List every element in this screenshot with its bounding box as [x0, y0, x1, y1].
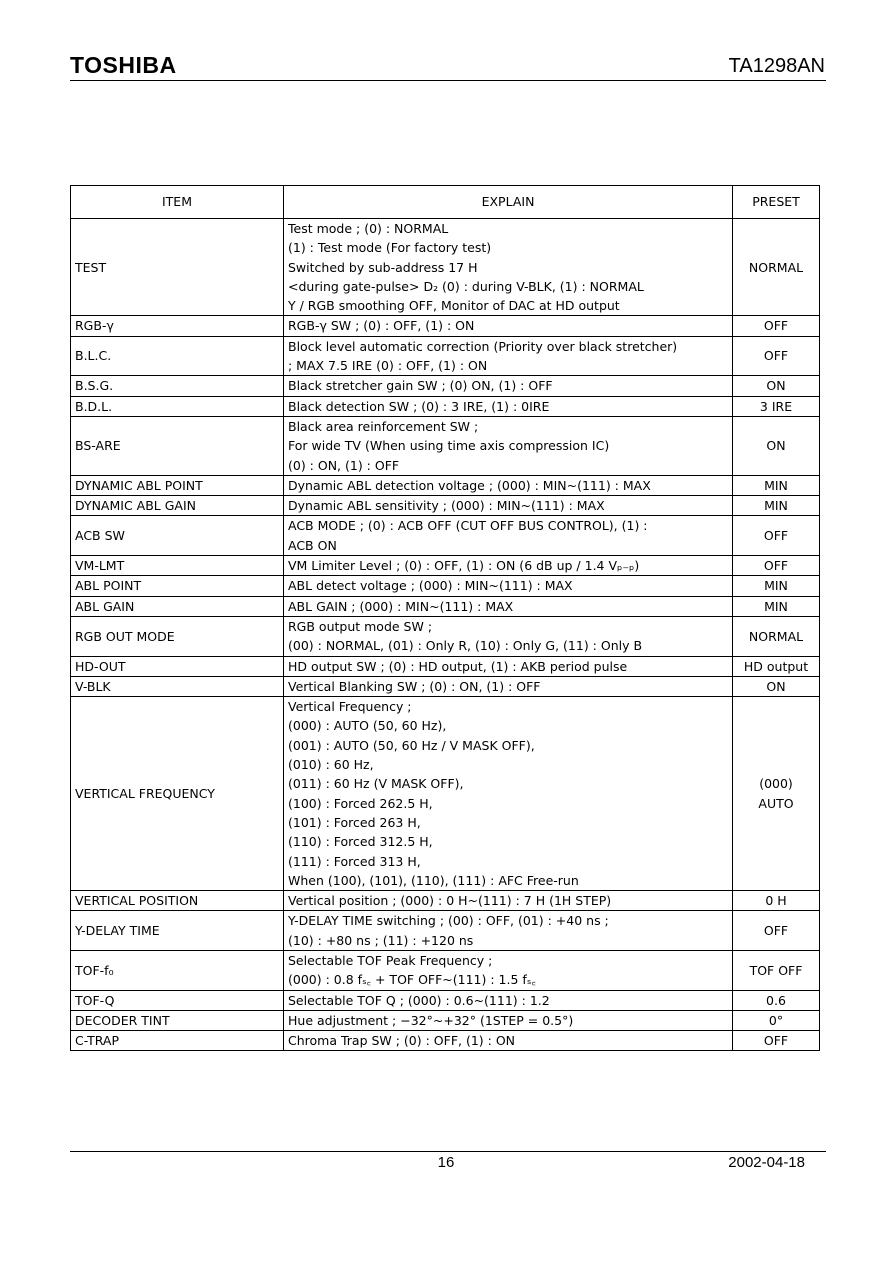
preset-cell: MIN — [733, 576, 820, 596]
item-cell: B.S.G. — [71, 376, 284, 396]
explain-cell — [284, 336, 733, 376]
item-cell: ABL GAIN — [71, 596, 284, 616]
item-cell: RGB-γ — [71, 316, 284, 336]
item-cell: B.D.L. — [71, 396, 284, 416]
preset-cell: ON — [733, 676, 820, 696]
explain-line: (0) : ON, (1) : OFF — [288, 457, 400, 473]
preset-cell: 0° — [733, 1010, 820, 1030]
header-explain: EXPLAIN — [284, 186, 733, 219]
explain-line: (010) : 60 Hz, — [288, 757, 374, 773]
item-cell: TOF-Q — [71, 990, 284, 1010]
preset-cell: MIN — [733, 596, 820, 616]
explain-cell — [284, 416, 733, 475]
preset-cell: MIN — [733, 475, 820, 495]
table-row — [71, 911, 820, 951]
table-row — [71, 416, 820, 475]
table-row — [71, 219, 820, 316]
table-row — [71, 576, 820, 596]
explain-cell — [284, 656, 733, 676]
item-cell: Y-DELAY TIME — [71, 911, 284, 951]
explain-line: Block level automatic correction (Priority over black stretcher) — [288, 338, 678, 354]
preset-cell: HD output — [733, 656, 820, 676]
explain-line: Vertical Frequency ; — [288, 699, 412, 715]
explain-line: (011) : 60 Hz (V MASK OFF), — [288, 776, 464, 792]
explain-line: (000) : AUTO (50, 60 Hz), — [288, 718, 447, 734]
explain-line: ABL GAIN ; (000) : MIN~(111) : MAX — [288, 598, 514, 614]
explain-line: VM Limiter Level ; (0) : OFF, (1) : ON (6 dB up / 1.4 Vₚ₋ₚ) — [288, 558, 640, 574]
explain-line: (101) : Forced 263 H, — [288, 814, 421, 830]
explain-line: HD output SW ; (0) : HD output, (1) : AKB period pulse — [288, 658, 628, 674]
explain-line: RGB output mode SW ; — [288, 618, 433, 634]
item-cell: RGB OUT MODE — [71, 616, 284, 656]
preset-cell: ON — [733, 416, 820, 475]
preset-cell: NORMAL — [733, 616, 820, 656]
explain-cell — [284, 556, 733, 576]
explain-line: Black detection SW ; (0) : 3 IRE, (1) : 0IRE — [288, 398, 550, 414]
explain-line: Vertical Blanking SW ; (0) : ON, (1) : OFF — [288, 678, 541, 694]
table-row — [71, 891, 820, 911]
table-row — [71, 1031, 820, 1051]
item-cell: ACB SW — [71, 516, 284, 556]
explain-cell — [284, 891, 733, 911]
explain-cell — [284, 911, 733, 951]
explain-line: Dynamic ABL sensitivity ; (000) : MIN~(111) : MAX — [288, 498, 605, 514]
explain-cell — [284, 950, 733, 990]
table-row — [71, 336, 820, 376]
preset-cell: OFF — [733, 516, 820, 556]
explain-line: Black area reinforcement SW ; — [288, 418, 479, 434]
preset-cell: OFF — [733, 556, 820, 576]
item-cell: V-BLK — [71, 676, 284, 696]
explain-cell — [284, 516, 733, 556]
explain-line: Vertical position ; (000) : 0 H~(111) : 7 H (1H STEP) — [288, 893, 612, 909]
explain-line: (1) : Test mode (For factory test) — [288, 240, 492, 256]
table-row — [71, 396, 820, 416]
preset-cell: TOF OFF — [733, 950, 820, 990]
header-preset: PRESET — [733, 186, 820, 219]
explain-line: Y-DELAY TIME switching ; (00) : OFF, (01) : +40 ns ; — [288, 913, 609, 929]
explain-line: (10) : +80 ns ; (11) : +120 ns — [288, 932, 474, 948]
page-number: 16 — [437, 1154, 455, 1171]
table-body — [71, 219, 820, 1051]
explain-line: Test mode ; (0) : NORMAL — [288, 221, 449, 236]
table-row — [71, 616, 820, 656]
register-table — [70, 185, 820, 1051]
explain-line: (000) : 0.8 fₛ꜀ + TOF OFF~(111) : 1.5 fₛ꜀ — [288, 972, 536, 988]
table-row — [71, 697, 820, 891]
explain-line: Dynamic ABL detection voltage ; (000) : MIN~(111) : MAX — [288, 477, 651, 493]
header-item: ITEM — [71, 186, 284, 219]
explain-line: Hue adjustment ; −32°~+32° (1STEP = 0.5°) — [288, 1012, 574, 1028]
preset-cell: OFF — [733, 1031, 820, 1051]
item-cell: B.L.C. — [71, 336, 284, 376]
preset-cell: OFF — [733, 336, 820, 376]
explain-cell — [284, 616, 733, 656]
footer-rule — [70, 1151, 826, 1152]
explain-cell — [284, 496, 733, 516]
explain-cell — [284, 1010, 733, 1030]
table-row — [71, 475, 820, 495]
preset-cell: 0.6 — [733, 990, 820, 1010]
table-row — [71, 316, 820, 336]
preset-cell: NORMAL — [733, 219, 820, 316]
table-row — [71, 950, 820, 990]
explain-cell — [284, 396, 733, 416]
explain-cell — [284, 676, 733, 696]
explain-cell — [284, 990, 733, 1010]
part-number: TA1298AN — [728, 55, 825, 77]
explain-line: Switched by sub-address 17 H — [288, 259, 478, 275]
table-row — [71, 656, 820, 676]
table-header-row — [71, 186, 820, 219]
explain-line: ; MAX 7.5 IRE (0) : OFF, (1) : ON — [288, 358, 488, 374]
item-cell: VERTICAL POSITION — [71, 891, 284, 911]
explain-line: Chroma Trap SW ; (0) : OFF, (1) : ON — [288, 1033, 516, 1049]
explain-line: ABL detect voltage ; (000) : MIN~(111) : MAX — [288, 578, 573, 594]
explain-line: (111) : Forced 313 H, — [288, 853, 421, 869]
explain-line: (110) : Forced 312.5 H, — [288, 834, 433, 850]
item-cell: DECODER TINT — [71, 1010, 284, 1030]
explain-cell — [284, 697, 733, 891]
explain-cell — [284, 576, 733, 596]
preset-cell: OFF — [733, 316, 820, 336]
explain-line: For wide TV (When using time axis compression IC) — [288, 438, 610, 454]
item-cell: VERTICAL FREQUENCY — [71, 697, 284, 891]
explain-cell — [284, 316, 733, 336]
explain-line: Black stretcher gain SW ; (0) ON, (1) : OFF — [288, 378, 553, 394]
explain-line: RGB-γ SW ; (0) : OFF, (1) : ON — [288, 318, 475, 334]
table-row — [71, 376, 820, 396]
document-date: 2002-04-18 — [728, 1154, 805, 1171]
explain-line: (100) : Forced 262.5 H, — [288, 795, 433, 811]
explain-cell — [284, 376, 733, 396]
explain-line: <during gate-pulse> D₂ (0) : during V-BLK, (1) : NORMAL — [288, 278, 644, 294]
preset-cell: ON — [733, 376, 820, 396]
header-rule — [70, 80, 826, 81]
explain-line: ACB MODE ; (0) : ACB OFF (CUT OFF BUS CONTROL), (1) : — [288, 518, 648, 534]
item-cell: TOF-f₀ — [71, 950, 284, 990]
explain-line: Y / RGB smoothing OFF, Monitor of DAC at HD output — [288, 298, 620, 314]
item-cell: ABL POINT — [71, 576, 284, 596]
explain-line: Selectable TOF Q ; (000) : 0.6~(111) : 1.2 — [288, 992, 550, 1008]
explain-line: ACB ON — [288, 537, 337, 553]
table-row — [71, 596, 820, 616]
table-row — [71, 496, 820, 516]
explain-cell — [284, 475, 733, 495]
table-row — [71, 516, 820, 556]
item-cell: HD-OUT — [71, 656, 284, 676]
explain-cell — [284, 596, 733, 616]
toshiba-logo: TOSHIBA — [70, 52, 177, 78]
table-row — [71, 676, 820, 696]
preset-cell: 3 IRE — [733, 396, 820, 416]
explain-line: (00) : NORMAL, (01) : Only R, (10) : Only G, (11) : Only B — [288, 638, 643, 654]
preset-cell: (000) AUTO — [733, 697, 820, 891]
explain-line: Selectable TOF Peak Frequency ; — [288, 952, 493, 968]
item-cell: BS-ARE — [71, 416, 284, 475]
table-row — [71, 1010, 820, 1030]
table-row — [71, 556, 820, 576]
item-cell: DYNAMIC ABL GAIN — [71, 496, 284, 516]
preset-cell: MIN — [733, 496, 820, 516]
explain-line: (001) : AUTO (50, 60 Hz / V MASK OFF), — [288, 737, 535, 753]
item-cell: C-TRAP — [71, 1031, 284, 1051]
item-cell: DYNAMIC ABL POINT — [71, 475, 284, 495]
explain-cell — [284, 1031, 733, 1051]
explain-line: When (100), (101), (110), (111) : AFC Free-run — [288, 872, 579, 888]
preset-cell: OFF — [733, 911, 820, 951]
explain-cell — [284, 219, 733, 316]
table-row — [71, 990, 820, 1010]
item-cell: VM-LMT — [71, 556, 284, 576]
item-cell: TEST — [71, 219, 284, 316]
preset-cell: 0 H — [733, 891, 820, 911]
